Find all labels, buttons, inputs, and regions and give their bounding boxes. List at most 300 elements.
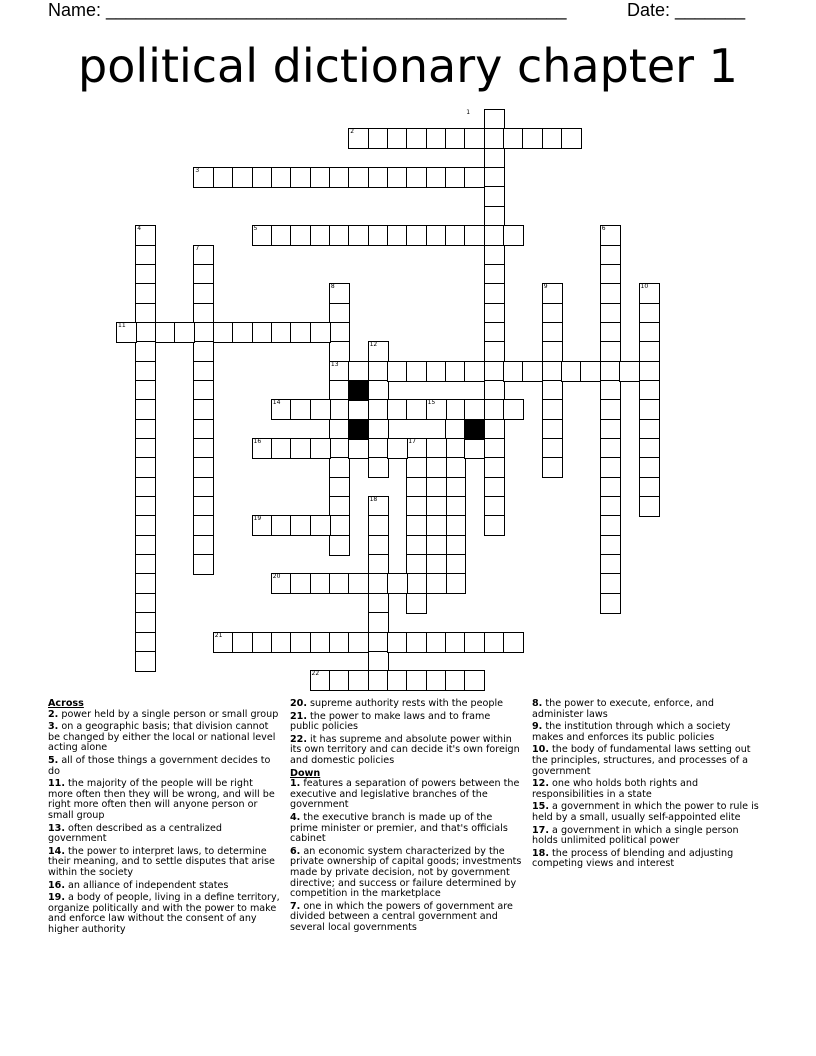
grid-cell[interactable] [600, 283, 621, 304]
grid-cell[interactable] [193, 496, 214, 517]
grid-cell[interactable] [387, 225, 408, 246]
grid-cell[interactable] [639, 419, 660, 440]
grid-cell[interactable] [600, 496, 621, 517]
grid-block [348, 380, 369, 401]
grid-cell[interactable] [464, 225, 485, 246]
grid-cell[interactable] [445, 554, 466, 575]
grid-cell[interactable] [406, 128, 427, 149]
grid-cell[interactable] [290, 515, 311, 536]
grid-cell[interactable] [464, 632, 485, 653]
grid-cell[interactable] [368, 515, 389, 536]
grid-cell[interactable] [542, 438, 563, 459]
grid-cell[interactable] [542, 419, 563, 440]
grid-cell[interactable] [600, 438, 621, 459]
grid-cell[interactable] [484, 341, 505, 362]
grid-cell[interactable] [426, 438, 447, 459]
grid-cell[interactable] [600, 361, 621, 382]
grid-cell[interactable] [464, 670, 485, 691]
grid-cell[interactable] [406, 632, 427, 653]
clue-number: 1. [290, 778, 301, 790]
grid-cell[interactable] [368, 128, 389, 149]
grid-cell[interactable] [484, 206, 505, 227]
grid-cell[interactable] [135, 380, 156, 401]
clue-number: 22. [290, 733, 307, 745]
grid-cell[interactable] [290, 399, 311, 420]
clue-number-label: 3 [195, 167, 200, 175]
grid-cell[interactable] [348, 670, 369, 691]
grid-cell[interactable] [542, 341, 563, 362]
grid-cell[interactable] [135, 264, 156, 285]
grid-cell[interactable] [426, 670, 447, 691]
clue-number: 9. [532, 721, 543, 733]
grid-cell[interactable] [348, 361, 369, 382]
grid-cell[interactable] [193, 554, 214, 575]
clue-number: 13. [48, 822, 65, 834]
grid-cell[interactable] [426, 515, 447, 536]
clue-number: 15. [532, 801, 549, 813]
grid-cell[interactable] [368, 573, 389, 594]
grid-cell[interactable] [484, 419, 505, 440]
grid-cell[interactable] [348, 399, 369, 420]
grid-cell[interactable] [445, 670, 466, 691]
grid-cell[interactable] [193, 535, 214, 556]
grid-cell[interactable] [329, 399, 350, 420]
grid-cell[interactable] [426, 225, 447, 246]
grid-cell[interactable] [639, 341, 660, 362]
grid-cell[interactable] [271, 438, 292, 459]
grid-cell[interactable] [522, 361, 543, 382]
grid-cell[interactable] [310, 573, 331, 594]
grid-cell[interactable] [387, 128, 408, 149]
grid-cell[interactable] [232, 167, 253, 188]
grid-cell[interactable] [193, 457, 214, 478]
clue-item [48, 881, 280, 892]
grid-cell[interactable] [368, 593, 389, 614]
grid-cell[interactable] [503, 399, 524, 420]
grid-cell[interactable] [368, 632, 389, 653]
grid-cell[interactable] [406, 477, 427, 498]
grid-cell[interactable] [310, 438, 331, 459]
grid-cell[interactable] [426, 632, 447, 653]
grid-cell[interactable] [484, 109, 505, 130]
grid-cell[interactable] [639, 380, 660, 401]
grid-cell[interactable] [542, 128, 563, 149]
grid-cell[interactable] [600, 264, 621, 285]
grid-cell[interactable] [542, 303, 563, 324]
grid-cell[interactable] [310, 322, 331, 343]
clue-item [290, 735, 522, 767]
grid-cell[interactable] [329, 496, 350, 517]
grid-cell[interactable] [426, 554, 447, 575]
clue-text: the process of blending and adjusting competing views and interest [532, 847, 734, 870]
grid-cell[interactable] [329, 457, 350, 478]
grid-cell[interactable] [445, 361, 466, 382]
grid-cell[interactable] [426, 167, 447, 188]
grid-cell[interactable] [387, 167, 408, 188]
grid-cell[interactable] [193, 380, 214, 401]
grid-cell[interactable] [387, 632, 408, 653]
name-field-label: Name: ______________________________________________ [48, 0, 567, 20]
clue-number-label: 5 [253, 225, 258, 233]
grid-cell[interactable] [503, 361, 524, 382]
grid-cell[interactable] [329, 573, 350, 594]
grid-cell[interactable] [484, 361, 505, 382]
grid-cell[interactable] [290, 632, 311, 653]
grid-cell[interactable] [193, 515, 214, 536]
grid-cell[interactable] [329, 632, 350, 653]
clue-number: 6. [290, 845, 301, 857]
grid-cell[interactable] [368, 225, 389, 246]
grid-cell[interactable] [406, 593, 427, 614]
grid-cell[interactable] [406, 515, 427, 536]
grid-cell[interactable] [600, 535, 621, 556]
grid-cell[interactable] [135, 515, 156, 536]
clue-number-label: 20 [272, 573, 281, 581]
grid-cell[interactable] [368, 670, 389, 691]
grid-cell[interactable] [600, 573, 621, 594]
grid-cell[interactable] [348, 167, 369, 188]
clue-item [48, 893, 280, 935]
grid-cell[interactable] [445, 399, 466, 420]
clue-number: 8. [532, 698, 543, 709]
grid-cell[interactable] [329, 303, 350, 324]
grid-cell[interactable] [445, 438, 466, 459]
grid-cell[interactable] [135, 341, 156, 362]
grid-cell[interactable] [368, 361, 389, 382]
grid-cell[interactable] [542, 322, 563, 343]
grid-cell[interactable] [252, 632, 273, 653]
grid-cell[interactable] [290, 167, 311, 188]
grid-cell[interactable] [135, 573, 156, 594]
grid-cell[interactable] [484, 303, 505, 324]
grid-cell[interactable] [329, 380, 350, 401]
grid-cell[interactable] [406, 573, 427, 594]
grid-cell[interactable] [639, 399, 660, 420]
grid-cell[interactable] [290, 573, 311, 594]
grid-cell[interactable] [464, 128, 485, 149]
grid-cell[interactable] [464, 399, 485, 420]
grid-cell[interactable] [310, 225, 331, 246]
grid-cell[interactable] [600, 593, 621, 614]
grid-cell[interactable] [542, 399, 563, 420]
clue-item [290, 902, 522, 934]
grid-cell[interactable] [135, 303, 156, 324]
grid-cell[interactable] [445, 167, 466, 188]
grid-cell[interactable] [464, 167, 485, 188]
grid-cell[interactable] [445, 535, 466, 556]
grid-cell[interactable] [193, 341, 214, 362]
grid-cell[interactable] [135, 593, 156, 614]
grid-cell[interactable] [193, 303, 214, 324]
grid-cell[interactable] [639, 361, 660, 382]
grid-cell[interactable] [135, 322, 156, 343]
grid-cell[interactable] [271, 322, 292, 343]
grid-cell[interactable] [600, 341, 621, 362]
grid-cell[interactable] [600, 515, 621, 536]
grid-cell[interactable] [600, 477, 621, 498]
grid-cell[interactable] [484, 167, 505, 188]
grid-cell[interactable] [193, 399, 214, 420]
grid-cell[interactable] [135, 632, 156, 653]
clue-number-label: 6 [601, 225, 606, 233]
grid-cell[interactable] [310, 399, 331, 420]
clue-number-label: 13 [330, 360, 339, 368]
grid-cell[interactable] [580, 361, 601, 382]
grid-cell[interactable] [329, 438, 350, 459]
grid-cell[interactable] [542, 457, 563, 478]
grid-cell[interactable] [406, 225, 427, 246]
grid-cell[interactable] [484, 225, 505, 246]
grid-cell[interactable] [484, 515, 505, 536]
grid-cell[interactable] [445, 573, 466, 594]
grid-cell[interactable] [484, 245, 505, 266]
clue-number-label: 14 [272, 399, 281, 407]
clue-item [532, 802, 764, 823]
grid-cell[interactable] [600, 303, 621, 324]
grid-cell[interactable] [445, 632, 466, 653]
clue-text: the body of fundamental laws setting out the principles, structures, and processes of a government [532, 744, 751, 777]
clue-number: 20. [290, 698, 307, 709]
grid-cell[interactable] [426, 457, 447, 478]
grid-cell[interactable] [445, 128, 466, 149]
grid-cell[interactable] [348, 573, 369, 594]
grid-cell[interactable] [445, 515, 466, 536]
grid-cell[interactable] [213, 167, 234, 188]
clue-number: 21. [290, 710, 307, 722]
grid-cell[interactable] [329, 419, 350, 440]
grid-cell[interactable] [445, 477, 466, 498]
grid-cell[interactable] [406, 167, 427, 188]
grid-cell[interactable] [368, 612, 389, 633]
grid-cell[interactable] [484, 128, 505, 149]
grid-cell[interactable] [445, 225, 466, 246]
clue-number-label: 2 [350, 128, 355, 136]
grid-cell[interactable] [193, 283, 214, 304]
grid-cell[interactable] [232, 632, 253, 653]
grid-cell[interactable] [406, 361, 427, 382]
grid-cell[interactable] [155, 322, 176, 343]
grid-cell[interactable] [252, 322, 273, 343]
grid-cell[interactable] [484, 264, 505, 285]
grid-cell[interactable] [368, 380, 389, 401]
grid-cell[interactable] [445, 457, 466, 478]
grid-cell[interactable] [135, 283, 156, 304]
clue-text: the power to interpret laws, to determine their meaning, and to settle disputes that arise within the society [48, 845, 275, 878]
grid-cell[interactable] [561, 361, 582, 382]
grid-cell[interactable] [135, 361, 156, 382]
grid-cell[interactable] [387, 361, 408, 382]
clue-text: the power to make laws and to frame public policies [290, 710, 491, 733]
grid-cell[interactable] [484, 283, 505, 304]
grid-cell[interactable] [484, 438, 505, 459]
grid-cell[interactable] [600, 322, 621, 343]
clue-number: 5. [48, 754, 59, 766]
clue-number: 4. [290, 811, 301, 823]
grid-cell[interactable] [368, 438, 389, 459]
grid-cell[interactable] [271, 632, 292, 653]
clue-item [48, 710, 280, 721]
grid-cell[interactable] [445, 419, 466, 440]
grid-cell[interactable] [193, 419, 214, 440]
clue-number-label: 18 [369, 496, 378, 503]
grid-cell[interactable] [484, 399, 505, 420]
grid-cell[interactable] [639, 477, 660, 498]
grid-cell[interactable] [232, 322, 253, 343]
grid-cell[interactable] [135, 535, 156, 556]
clue-text: it has supreme and absolute power within its own territory and can decide it's own foreign and domestic policies [290, 733, 520, 766]
grid-cell[interactable] [426, 573, 447, 594]
grid-cell[interactable] [290, 322, 311, 343]
grid-cell[interactable] [542, 380, 563, 401]
grid-cell[interactable] [271, 225, 292, 246]
grid-cell[interactable] [135, 245, 156, 266]
grid-cell[interactable] [503, 632, 524, 653]
clue-number-label: 9 [543, 283, 548, 291]
grid-cell[interactable] [600, 457, 621, 478]
grid-cell[interactable] [542, 361, 563, 382]
clue-number: 2. [48, 708, 59, 720]
clue-number: 14. [48, 845, 65, 857]
grid-cell[interactable] [329, 167, 350, 188]
grid-cell[interactable] [348, 225, 369, 246]
grid-cell[interactable] [484, 322, 505, 343]
grid-cell[interactable] [522, 128, 543, 149]
grid-cell[interactable] [387, 399, 408, 420]
grid-cell[interactable] [348, 632, 369, 653]
grid-cell[interactable] [135, 438, 156, 459]
clue-item [290, 779, 522, 811]
grid-cell[interactable] [387, 438, 408, 459]
grid-cell[interactable] [600, 245, 621, 266]
grid-cell[interactable] [406, 535, 427, 556]
clue-item [290, 712, 522, 733]
grid-cell[interactable] [329, 515, 350, 536]
grid-cell[interactable] [329, 477, 350, 498]
grid-cell[interactable] [484, 380, 505, 401]
grid-cell[interactable] [329, 535, 350, 556]
grid-cell[interactable] [406, 399, 427, 420]
page-title: political dictionary chapter 1 [78, 39, 738, 93]
grid-cell[interactable] [387, 670, 408, 691]
grid-cell[interactable] [387, 573, 408, 594]
grid-cell[interactable] [600, 399, 621, 420]
clue-number: 7. [290, 900, 301, 912]
clue-text: a government in which the power to rule is held by a small, usually self-appointed elite [532, 801, 759, 823]
grid-cell[interactable] [639, 496, 660, 517]
clue-item [48, 847, 280, 879]
grid-cell[interactable] [561, 128, 582, 149]
grid-cell[interactable] [368, 167, 389, 188]
grid-cell[interactable] [406, 496, 427, 517]
grid-cell[interactable] [484, 186, 505, 207]
grid-cell[interactable] [426, 128, 447, 149]
grid-cell[interactable] [329, 670, 350, 691]
grid-cell[interactable] [600, 380, 621, 401]
grid-cell[interactable] [600, 419, 621, 440]
grid-cell[interactable] [310, 167, 331, 188]
clues-column-2 [290, 699, 522, 935]
grid-cell[interactable] [368, 535, 389, 556]
grid-cell[interactable] [271, 167, 292, 188]
grid-cell[interactable] [193, 322, 214, 343]
clue-number: 19. [48, 892, 65, 904]
grid-cell[interactable] [600, 554, 621, 575]
grid-cell[interactable] [426, 361, 447, 382]
grid-cell[interactable] [484, 148, 505, 169]
grid-cell[interactable] [329, 322, 350, 343]
grid-cell[interactable] [503, 128, 524, 149]
grid-cell[interactable] [135, 651, 156, 672]
grid-cell[interactable] [290, 225, 311, 246]
grid-cell[interactable] [348, 438, 369, 459]
clue-item [532, 779, 764, 800]
clue-number-label: 17 [408, 438, 416, 445]
clue-number: 17. [532, 824, 549, 836]
grid-cell[interactable] [484, 477, 505, 498]
clue-item [48, 779, 280, 821]
grid-cell[interactable] [135, 399, 156, 420]
clue-number: 11. [48, 778, 65, 790]
grid-cell[interactable] [639, 303, 660, 324]
grid-cell[interactable] [135, 612, 156, 633]
clue-number-label: 22 [311, 670, 320, 678]
grid-cell[interactable] [406, 457, 427, 478]
grid-cell[interactable] [464, 361, 485, 382]
grid-cell[interactable] [619, 361, 640, 382]
grid-cell[interactable] [135, 477, 156, 498]
grid-cell[interactable] [503, 225, 524, 246]
grid-cell[interactable] [484, 632, 505, 653]
grid-cell[interactable] [290, 438, 311, 459]
grid-cell[interactable] [368, 457, 389, 478]
grid-cell[interactable] [135, 496, 156, 517]
grid-cell[interactable] [639, 438, 660, 459]
grid-cell[interactable] [310, 515, 331, 536]
grid-cell[interactable] [329, 341, 350, 362]
grid-cell[interactable] [639, 322, 660, 343]
grid-cell[interactable] [193, 361, 214, 382]
grid-cell[interactable] [426, 477, 447, 498]
grid-cell[interactable] [174, 322, 195, 343]
grid-cell[interactable] [135, 419, 156, 440]
grid-cell[interactable] [639, 457, 660, 478]
grid-cell[interactable] [368, 419, 389, 440]
clue-text: one who holds both rights and responsibilities in a state [532, 778, 699, 800]
grid-cell[interactable] [368, 554, 389, 575]
grid-cell[interactable] [310, 632, 331, 653]
grid-cell[interactable] [445, 496, 466, 517]
grid-cell[interactable] [271, 515, 292, 536]
grid-cell[interactable] [329, 225, 350, 246]
grid-cell[interactable] [426, 535, 447, 556]
grid-cell[interactable] [368, 651, 389, 672]
grid-cell[interactable] [368, 399, 389, 420]
grid-cell[interactable] [193, 264, 214, 285]
grid-cell[interactable] [406, 670, 427, 691]
grid-cell[interactable] [464, 438, 485, 459]
clue-item [48, 722, 280, 754]
grid-cell[interactable] [193, 477, 214, 498]
grid-cell[interactable] [135, 554, 156, 575]
grid-cell[interactable] [193, 438, 214, 459]
grid-cell[interactable] [406, 554, 427, 575]
grid-cell[interactable] [484, 457, 505, 478]
grid-cell[interactable] [213, 322, 234, 343]
grid-cell[interactable] [252, 167, 273, 188]
grid-cell[interactable] [426, 496, 447, 517]
grid-cell[interactable] [135, 457, 156, 478]
grid-cell[interactable] [484, 496, 505, 517]
